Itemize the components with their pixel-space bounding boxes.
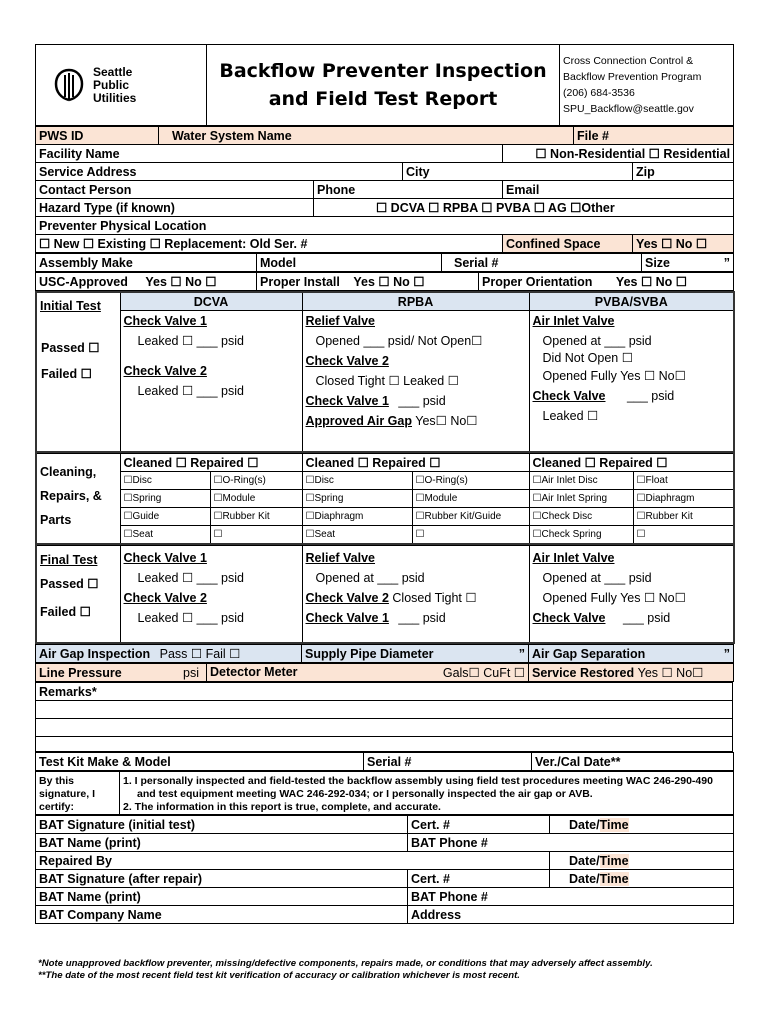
part-checkbox[interactable]: ☐Diaphragm <box>302 508 412 526</box>
form-title <box>207 45 560 126</box>
footnote-2: **The date of the most recent field test kit verification of accuracy or calibration whichever is most recent. <box>38 970 520 981</box>
bat-phone-after[interactable]: BAT Phone # <box>408 888 734 906</box>
rpba-cv2-status[interactable]: Closed Tight ☐ Leaked ☐ <box>315 374 459 388</box>
dcva-final-cv1: Check Valve 1 <box>123 551 207 565</box>
assembly-make-field[interactable]: Assembly Make <box>36 254 257 272</box>
rpba-final-cv2: Check Valve 2 <box>305 591 389 605</box>
pvba-air-inlet-valve: Air Inlet Valve <box>532 314 615 328</box>
confined-space-label: Confined Space <box>503 235 633 253</box>
part-checkbox[interactable]: ☐ <box>210 526 302 545</box>
dcva-check-valve-2: Check Valve 2 <box>123 364 207 378</box>
part-checkbox[interactable]: ☐Spring <box>302 490 412 508</box>
dcva-final <box>120 546 302 644</box>
dcva-check-valve-1: Check Valve 1 <box>123 314 207 328</box>
pvba-cleaned-repaired[interactable]: Cleaned ☐ Repaired ☐ <box>529 454 734 472</box>
part-checkbox[interactable]: ☐Disc <box>302 472 412 490</box>
part-checkbox[interactable]: ☐Rubber Kit <box>210 508 302 526</box>
water-system-name-field[interactable]: Water System Name <box>159 127 574 145</box>
usc-approved-field[interactable]: USC-Approved Yes ☐ No ☐ <box>36 273 257 291</box>
rpba-air-gap-yes-no[interactable]: Yes☐ No☐ <box>415 414 478 428</box>
signature-section <box>35 815 734 924</box>
date-time-repair[interactable]: Date/Time <box>550 852 734 870</box>
line-pressure-field[interactable]: Line Pressure psi <box>36 664 207 682</box>
pvba-initial <box>529 311 734 453</box>
pvba-final-check-valve: Check Valve <box>532 611 606 625</box>
part-checkbox[interactable]: ☐Module <box>210 490 302 508</box>
rpba-header: RPBA <box>302 292 529 311</box>
cleaning-section <box>35 453 735 545</box>
rpba-relief-opened[interactable]: Opened ___ psid/ Not Open☐ <box>315 334 483 348</box>
footnotes <box>38 958 738 982</box>
pvba-cv-psid[interactable]: ___ psid <box>626 389 675 403</box>
test-kit-make-field[interactable]: Test Kit Make & Model <box>36 753 364 771</box>
contact-phone: (206) 684-3536 <box>563 87 635 99</box>
part-checkbox[interactable]: ☐O-Ring(s) <box>412 472 529 490</box>
form-header <box>35 44 734 126</box>
dcva-cv2-leaked[interactable]: Leaked ☐ ___ psid <box>137 384 244 398</box>
pvba-final-opened-at[interactable]: Opened at ___ psid <box>542 571 652 585</box>
rpba-cv1-psid[interactable]: ___ psid <box>398 394 446 408</box>
rpba-initial <box>302 311 529 453</box>
part-checkbox[interactable]: ☐Air Inlet Disc <box>529 472 633 490</box>
initial-test-label: Initial Test <box>36 292 120 452</box>
part-checkbox[interactable]: ☐O-Ring(s) <box>210 472 302 490</box>
residential-checkbox[interactable]: ☐ Residential <box>648 147 731 161</box>
rpba-final-relief: Relief Valve <box>305 551 376 565</box>
remarks-line[interactable] <box>36 719 733 737</box>
certification-section <box>35 771 734 815</box>
part-checkbox[interactable]: ☐Rubber Kit/Guide <box>412 508 529 526</box>
air-gap-section <box>35 644 734 663</box>
service-address-field[interactable]: Service Address <box>36 163 403 181</box>
email-field[interactable]: Email <box>503 181 734 199</box>
title-line-2: and Field Test Report <box>268 88 498 110</box>
date-time-after[interactable]: Date/Time <box>550 870 734 888</box>
certify-text <box>120 772 734 815</box>
proper-orientation-field[interactable]: Proper Orientation Yes ☐ No ☐ <box>479 273 734 291</box>
confined-space-yes-no[interactable]: Yes ☐ No ☐ <box>633 235 734 253</box>
pvba-did-not-open[interactable]: Did Not Open ☐ <box>542 351 633 365</box>
air-gap-separation-field[interactable]: Air Gap Separation ” <box>529 645 734 663</box>
rpba-relief-valve: Relief Valve <box>305 314 375 328</box>
org-line: Utilities <box>93 90 137 105</box>
pvba-final-air-inlet: Air Inlet Valve <box>532 551 615 565</box>
part-checkbox[interactable]: ☐Disc <box>120 472 210 490</box>
cleaning-label: Cleaning, Repairs, & Parts <box>36 454 120 545</box>
dcva-final-cv1-leaked[interactable]: Leaked ☐ ___ psid <box>137 571 244 585</box>
final-failed-checkbox[interactable]: Failed ☐ <box>40 605 91 619</box>
city-field[interactable]: City <box>403 163 633 181</box>
bat-name-initial[interactable]: BAT Name (print) <box>36 834 408 852</box>
certify-item-2: 2. The information in this report is true, complete, and accurate. <box>123 800 441 813</box>
rpba-final <box>302 546 529 644</box>
facility-info <box>35 126 734 253</box>
contact-email[interactable]: SPU_Backflow@seattle.gov <box>563 103 694 115</box>
contact-info <box>560 45 734 126</box>
pws-id-field[interactable]: PWS ID <box>36 127 159 145</box>
cert-number-initial[interactable]: Cert. # <box>408 816 550 834</box>
contact-line: Cross Connection Control & <box>563 55 694 67</box>
zip-field[interactable]: Zip <box>633 163 734 181</box>
repaired-by-field[interactable]: Repaired By <box>36 852 550 870</box>
dcva-initial <box>120 311 302 453</box>
bat-signature-initial[interactable]: BAT Signature (initial test) <box>36 816 408 834</box>
rpba-final-cv1-psid[interactable]: ___ psid <box>398 611 446 625</box>
phone-field[interactable]: Phone <box>314 181 503 199</box>
pvba-opened-at[interactable]: Opened at ___ psid <box>542 334 652 348</box>
rpba-check-valve-2: Check Valve 2 <box>305 354 389 368</box>
spu-logo-icon <box>53 67 85 103</box>
bat-signature-after[interactable]: BAT Signature (after repair) <box>36 870 408 888</box>
pvba-final-cv-psid[interactable]: ___ psid <box>622 611 671 625</box>
initial-passed-checkbox[interactable]: Passed ☐ <box>41 341 100 355</box>
hazard-type-label: Hazard Type (if known) <box>36 199 314 217</box>
address-field[interactable]: Address <box>408 906 734 924</box>
approval-info <box>35 272 734 291</box>
remarks-field[interactable]: Remarks* <box>36 683 733 701</box>
final-test-label-cell <box>36 546 120 644</box>
logo-cell <box>36 45 207 126</box>
initial-result <box>41 335 99 387</box>
part-checkbox[interactable]: ☐Module <box>412 490 529 508</box>
pvba-final-opened-fully[interactable]: Opened Fully Yes ☐ No☐ <box>542 591 686 605</box>
pressure-section <box>35 663 734 682</box>
cert-number-after[interactable]: Cert. # <box>408 870 550 888</box>
part-checkbox[interactable]: ☐Diaphragm <box>633 490 734 508</box>
hazard-type-options[interactable]: ☐ DCVA ☐ RPBA ☐ PVBA ☐ AG ☐Other <box>314 199 734 217</box>
dcva-final-cv2: Check Valve 2 <box>123 591 207 605</box>
test-kit-section <box>35 752 734 771</box>
bat-company-field[interactable]: BAT Company Name <box>36 906 408 924</box>
non-residential-checkbox[interactable]: ☐ Non-Residential <box>535 147 646 161</box>
part-checkbox[interactable]: ☐Spring <box>120 490 210 508</box>
inspection-form <box>35 44 733 924</box>
supply-pipe-diameter-field[interactable]: Supply Pipe Diameter ” <box>302 645 529 663</box>
part-checkbox[interactable]: ☐Seat <box>302 526 412 545</box>
test-section <box>35 291 735 453</box>
preventer-location-field[interactable]: Preventer Physical Location <box>36 217 734 235</box>
part-checkbox[interactable]: ☐Seat <box>120 526 210 545</box>
remarks-line[interactable] <box>36 701 733 719</box>
remarks-section <box>35 682 733 752</box>
rpba-final-closed-tight[interactable]: Closed Tight ☐ <box>392 591 477 605</box>
contact-line: Backflow Prevention Program <box>563 71 702 83</box>
model-field[interactable]: Model <box>257 254 442 272</box>
file-number-field[interactable]: File # <box>574 127 734 145</box>
dcva-header: DCVA <box>120 292 302 311</box>
part-checkbox[interactable]: ☐ <box>412 526 529 545</box>
ver-cal-date-field[interactable]: Ver./Cal Date** <box>532 753 734 771</box>
final-passed-checkbox[interactable]: Passed ☐ <box>40 577 99 591</box>
dcva-cleaned-repaired[interactable]: Cleaned ☐ Repaired ☐ <box>120 454 302 472</box>
serial-field[interactable]: Serial # <box>442 254 642 272</box>
pvba-final <box>529 546 734 644</box>
bat-phone-initial[interactable]: BAT Phone # <box>408 834 734 852</box>
pvba-header: PVBA/SVBA <box>529 292 734 311</box>
pvba-opened-fully[interactable]: Opened Fully Yes ☐ No☐ <box>542 369 686 383</box>
rpba-final-opened[interactable]: Opened at ___ psid <box>315 571 425 585</box>
part-checkbox[interactable]: ☐Rubber Kit <box>633 508 734 526</box>
rpba-final-cv1: Check Valve 1 <box>305 611 389 625</box>
service-restored-field[interactable]: Service Restored Yes ☐ No☐ <box>529 664 734 682</box>
remarks-line[interactable] <box>36 737 733 752</box>
rpba-cleaned-repaired[interactable]: Cleaned ☐ Repaired ☐ <box>302 454 529 472</box>
air-gap-inspection-field[interactable]: Air Gap Inspection Pass ☐ Fail ☐ <box>36 645 302 663</box>
size-field[interactable]: Size ” <box>642 254 734 272</box>
org-line: Seattle <box>93 64 133 79</box>
dcva-cv1-leaked[interactable]: Leaked ☐ ___ psid <box>137 334 244 348</box>
part-checkbox[interactable]: ☐Float <box>633 472 734 490</box>
detector-meter-field[interactable]: Detector Meter Gals☐ CuFt ☐ <box>207 664 529 682</box>
rpba-check-valve-1: Check Valve 1 <box>305 394 389 408</box>
title-line-1: Backflow Preventer Inspection <box>219 60 547 82</box>
org-line: Public <box>93 77 130 92</box>
part-checkbox[interactable]: ☐ <box>633 526 734 545</box>
pvba-cv-leaked[interactable]: Leaked ☐ <box>542 409 599 423</box>
footnote-1: *Note unapproved backflow preventer, missing/defective components, repairs made, or conditions that may adversely affect assembly. <box>38 958 653 969</box>
certify-item-1: 1. I personally inspected and field-tested the backflow assembly using field test procedures meeting WAC 246-290-490 and test equipment meeting WAC 246-292-034; or I personally inspected the air gap or AVB. <box>123 774 713 800</box>
assembly-info <box>35 253 734 272</box>
certify-label: By this signature, I certify: <box>36 772 120 815</box>
rpba-air-gap: Approved Air Gap <box>305 414 412 428</box>
part-checkbox[interactable]: ☐Check Disc <box>529 508 633 526</box>
install-type-options[interactable]: ☐ New ☐ Existing ☐ Replacement: Old Ser. # <box>36 235 503 253</box>
facility-name-field[interactable]: Facility Name <box>36 145 503 163</box>
proper-install-field[interactable]: Proper Install Yes ☐ No ☐ <box>257 273 479 291</box>
part-checkbox[interactable]: ☐Guide <box>120 508 210 526</box>
dcva-final-cv2-leaked[interactable]: Leaked ☐ ___ psid <box>137 611 244 625</box>
test-kit-serial-field[interactable]: Serial # <box>364 753 532 771</box>
initial-failed-checkbox[interactable]: Failed ☐ <box>41 367 92 381</box>
final-test-label: Final Test <box>40 553 98 567</box>
part-checkbox[interactable]: ☐Check Spring <box>529 526 633 545</box>
pvba-check-valve: Check Valve <box>532 389 606 403</box>
final-test-section <box>35 545 735 644</box>
bat-name-after[interactable]: BAT Name (print) <box>36 888 408 906</box>
part-checkbox[interactable]: ☐Air Inlet Spring <box>529 490 633 508</box>
contact-person-field[interactable]: Contact Person <box>36 181 314 199</box>
date-time-initial[interactable]: Date/Time <box>550 816 734 834</box>
